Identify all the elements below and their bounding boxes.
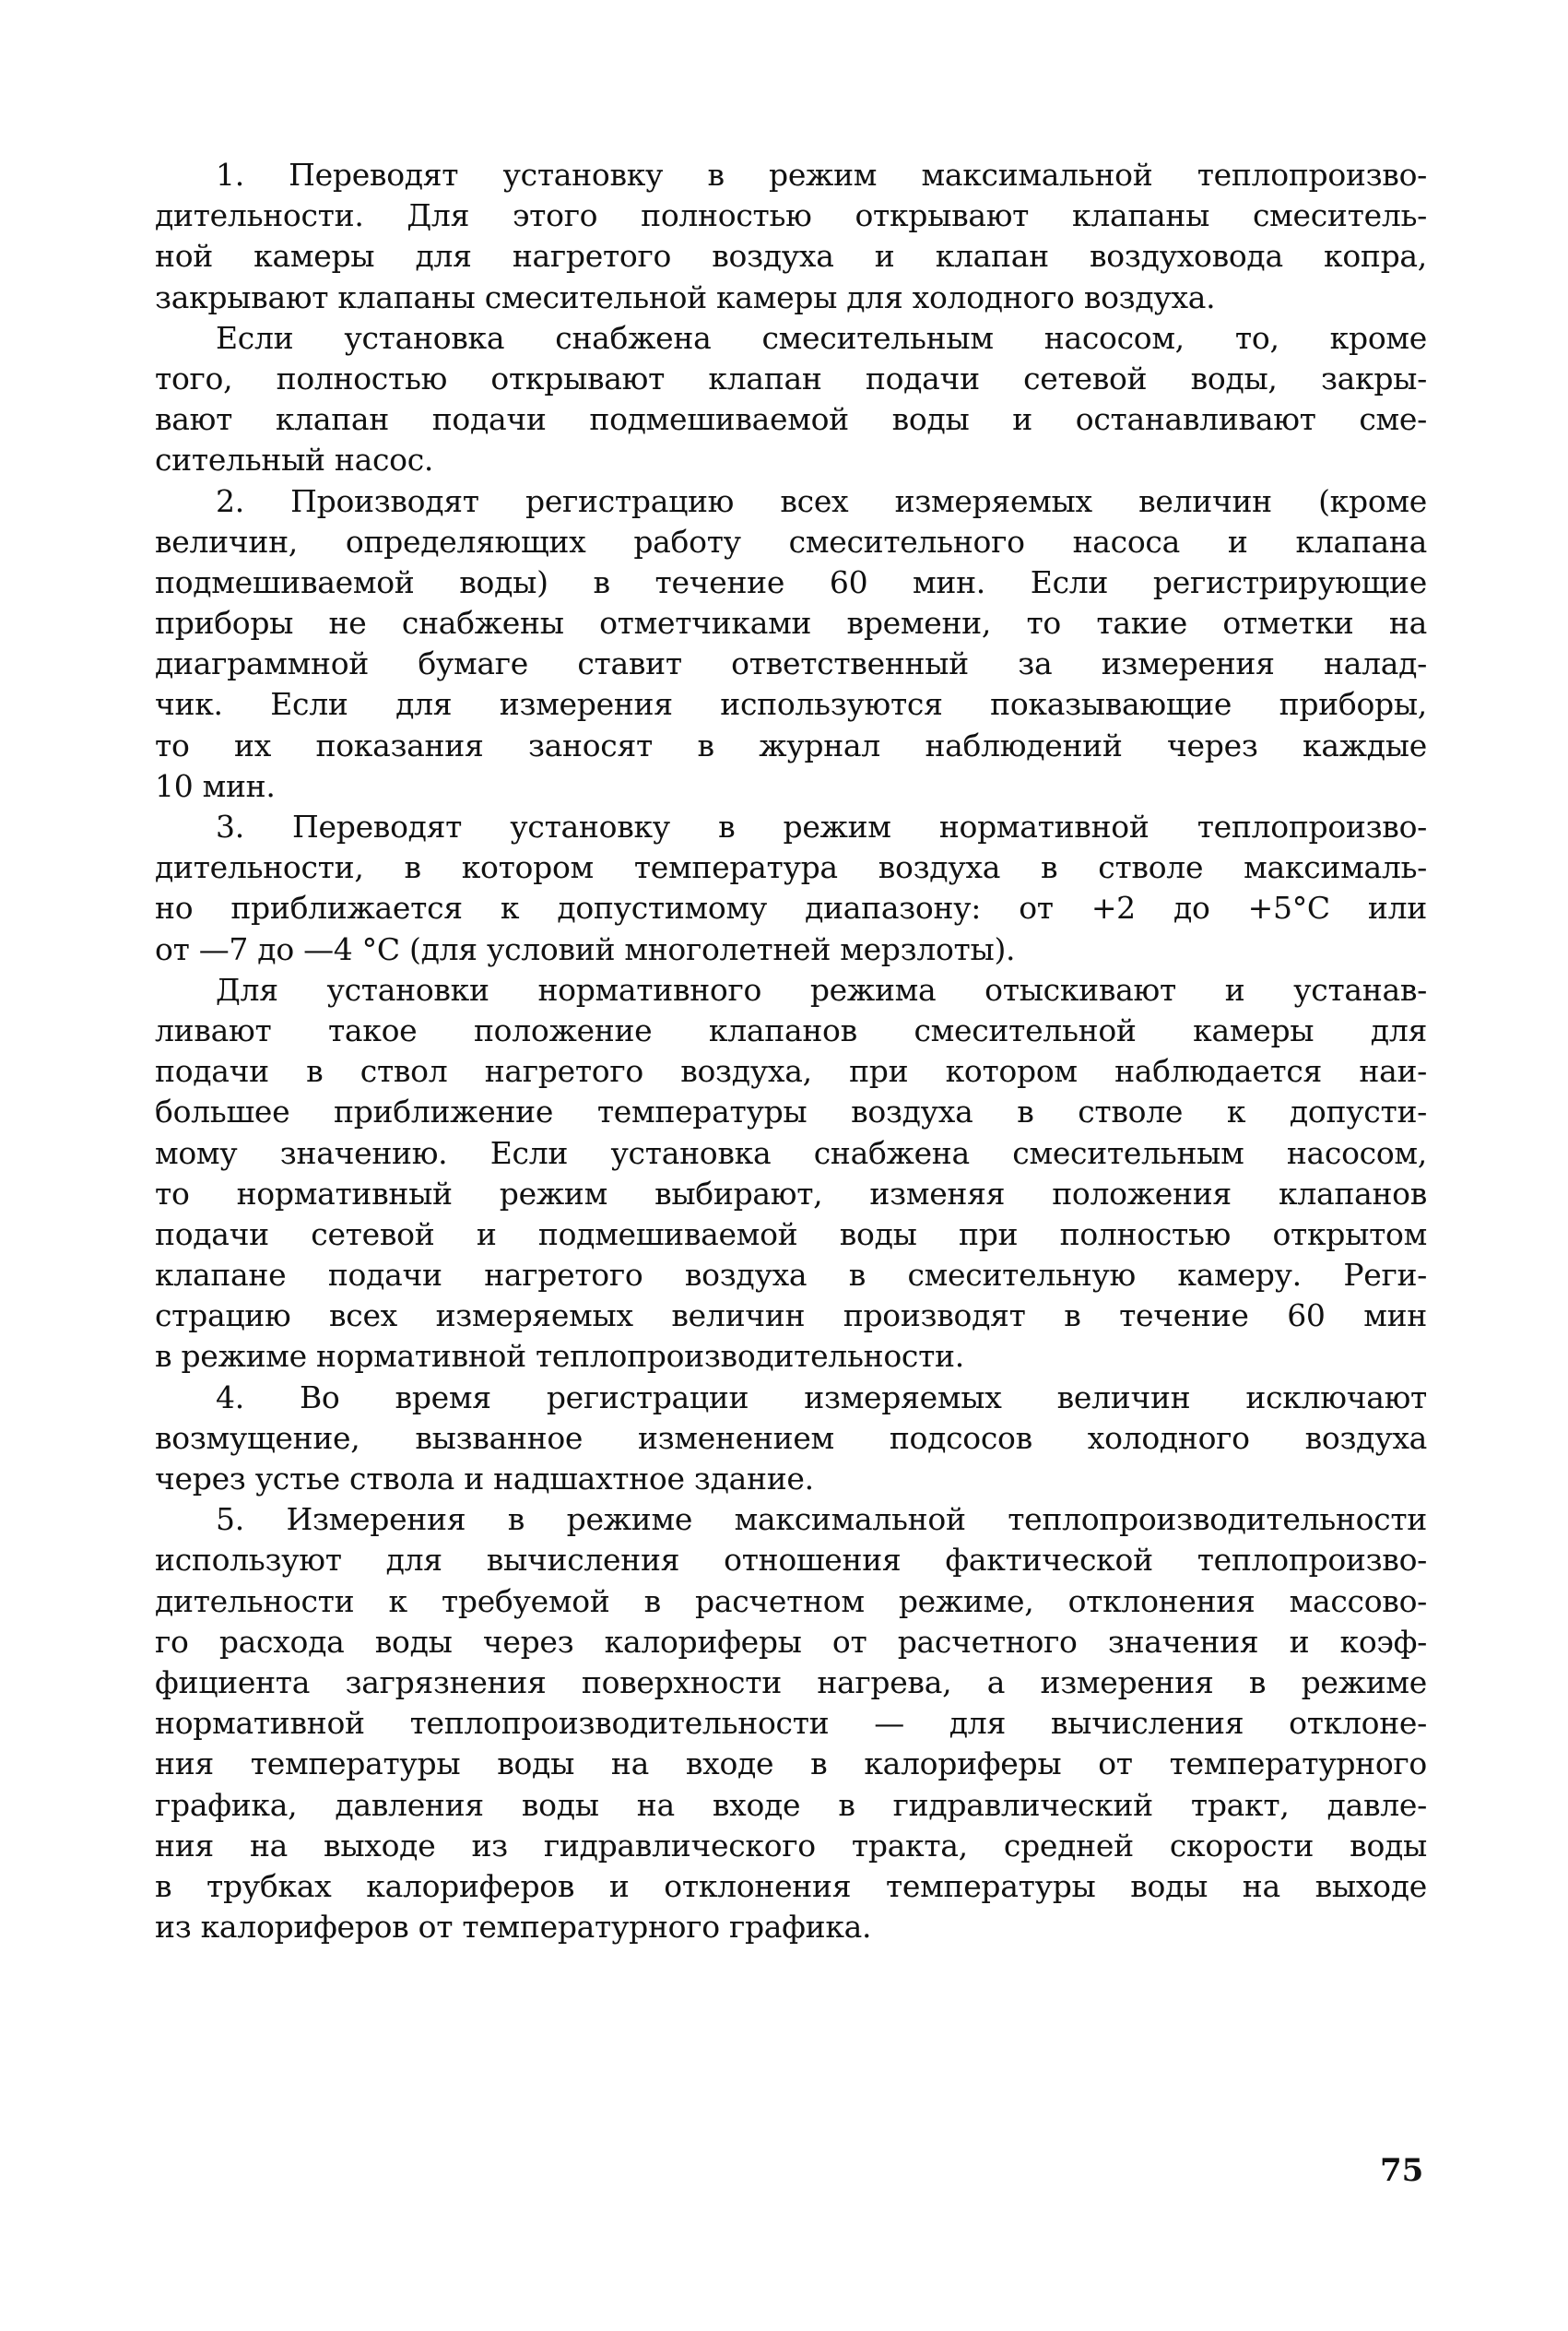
text-line: дительности. Для этого полностью открывают клапаны смеситель- [155,197,1427,234]
text-line: го расхода воды через калориферы от расчетного значения и коэф- [155,1623,1427,1660]
text-line: Для установки нормативного режима отыскивают и устанав- [216,971,1427,1008]
text-line: большее приближение температуры воздуха в стволе к допусти- [155,1094,1427,1130]
text-line: приборы не снабжены отметчиками времени, то такие отметки на [155,605,1427,642]
paragraph [155,1378,1427,1500]
text-line: 5. Измерения в режиме максимальной теплопроизводительности [216,1501,1427,1538]
text-line: ливают такое положение клапанов смесительной камеры для [155,1012,1427,1048]
text-line: Если установка снабжена смесительным насосом, то, кроме [216,319,1427,356]
paragraph [155,970,1427,1378]
paragraph [155,807,1427,970]
text-line: того, полностью открывают клапан подачи сетевой воды, закры- [155,360,1427,396]
text-line: чик. Если для измерения используются показывающие приборы, [155,686,1427,723]
text-line: диаграммной бумаге ставит ответственный за измерения налад- [155,645,1427,682]
text-line: 10 мин. [155,767,276,804]
paragraph [155,1499,1427,1947]
text-line: вают клапан подачи подмешиваемой воды и останавливают сме- [155,401,1427,438]
text-line: ной камеры для нагретого воздуха и клапан воздуховода копра, [155,238,1427,275]
paragraph [155,481,1427,808]
text-line: графика, давления воды на входе в гидравлический тракт, давле- [155,1786,1427,1823]
text-line: то их показания заносят в журнал наблюдений через каждые [155,727,1427,763]
text-line: величин, определяющих работу смесительного насоса и клапана [155,523,1427,560]
text-line: клапане подачи нагретого воздуха в смесительную камеру. Реги- [155,1257,1427,1294]
text-line: ния температуры воды на входе в калориферы от температурного [155,1745,1427,1782]
paragraph [155,155,1427,318]
text-line: 3. Переводят установку в режим нормативной теплопроизво- [216,809,1427,845]
text-line: дительности к требуемой в расчетном режиме, отклонения массово- [155,1582,1427,1619]
text-line: из калориферов от температурного графика. [155,1909,872,1946]
text-line: нормативной теплопроизводительности — для вычисления отклоне- [155,1705,1427,1742]
text-line: но приближается к допустимому диапазону: от +2 до +5°С или [155,890,1427,927]
text-line: подмешиваемой воды) в течение 60 мин. Если регистрирующие [155,563,1427,600]
text-line: 2. Производят регистрацию всех измеряемых величин (кроме [216,482,1427,519]
text-line: 4. Во время регистрации измеряемых величин исключают [216,1378,1427,1415]
text-line: дительности, в котором температура воздуха в стволе максималь- [155,849,1427,886]
text-line: 1. Переводят установку в режим максимальной теплопроизво- [216,157,1427,193]
text-line: подачи в ствол нагретого воздуха, при котором наблюдается наи- [155,1053,1427,1090]
text-line: сительный насос. [155,442,434,479]
text-line: возмущение, вызванное изменением подсосов холодного воздуха [155,1419,1427,1456]
text-line: ния на выходе из гидравлического тракта, средней скорости воды [155,1827,1427,1864]
text-line: используют для вычисления отношения фактической теплопроизво- [155,1542,1427,1579]
text-line: фициента загрязнения поверхности нагрева, а измерения в режиме [155,1663,1427,1700]
text-line: страцию всех измеряемых величин производят в течение 60 мин [155,1297,1427,1334]
text-line: в режиме нормативной теплопроизводительности. [155,1338,964,1375]
text-line: от —7 до —4 °С (для условий многолетней мерзлоты). [155,930,1016,967]
text-line: через устье ствола и надшахтное здание. [155,1461,814,1497]
text-line: закрывают клапаны смесительной камеры для холодного воздуха. [155,278,1216,315]
text-line: то нормативный режим выбирают, изменяя положения клапанов [155,1175,1427,1212]
text-line: в трубках калориферов и отклонения температуры воды на выходе [155,1867,1427,1904]
text-line: подачи сетевой и подмешиваемой воды при полностью открытом [155,1215,1427,1252]
paragraph [155,318,1427,481]
page-number: 75 [1380,2152,1424,2189]
body-text [155,155,1427,1947]
text-line: мому значению. Если установка снабжена смесительным насосом, [155,1134,1427,1171]
